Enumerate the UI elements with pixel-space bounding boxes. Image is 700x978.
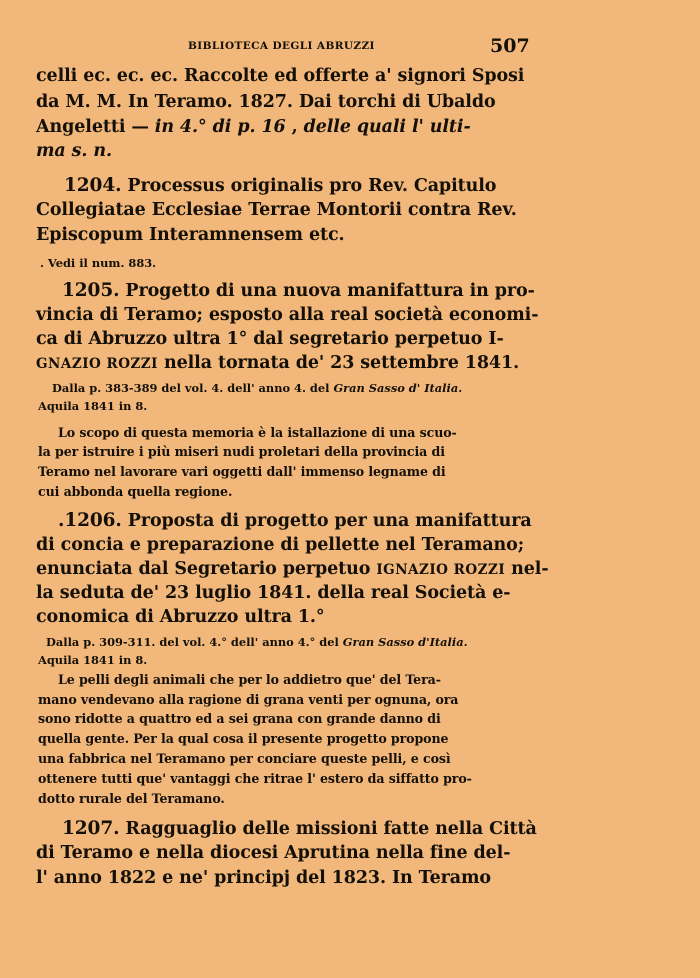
entry-1205-description-4: cui abbonda quella regione. [38, 484, 233, 499]
entry-1206-line-5: conomica di Abruzzo ultra 1.° [36, 607, 325, 627]
entry-1206-line-1 [58, 510, 532, 531]
continuation-line-3 [36, 117, 471, 137]
entry-1204-line-2: Collegiatae Ecclesiae Terrae Montorii contra Rev. [36, 200, 517, 220]
continuation-line-2: da M. M. In Teramo. 1827. Dai torchi di Ubaldo [36, 92, 496, 112]
entry-title-text: Processus originalis pro Rev. Capitulo [121, 176, 497, 196]
entry-1206-line-2: di concia e preparazione di pellette nel Teramano; [36, 535, 525, 555]
entry-title-text: Proposta di progetto per una manifattura [121, 511, 532, 531]
separator: , [285, 117, 304, 137]
author-name: GNAZIO ROZZI [36, 356, 158, 372]
entry-1206-description-7: dotto rurale del Teramano. [38, 791, 225, 806]
continuation-line-1: celli ec. ec. ec. Raccolte ed offerte a' signori Sposi [36, 66, 525, 86]
entry-1205-line-2: vincia di Teramo; esposto alla real società economi- [36, 305, 539, 325]
entry-number: 1205. [62, 280, 120, 301]
entry-1206-description-5: una fabbrica nel Teramano per conciare queste pelli, e così [38, 751, 451, 766]
entry-1205-line-3: ca di Abruzzo ultra 1° dal segretario perpetuo I- [36, 329, 504, 349]
entry-1205-description-1: Lo scopo di questa memoria è la istallazione di una scuo- [58, 425, 457, 440]
entry-1206-description-4: quella gente. Per la qual cosa il presente progetto propone [38, 731, 449, 746]
entry-number: 1207. [62, 818, 120, 839]
entry-title-text: Ragguaglio delle missioni fatte nella Città [119, 819, 537, 839]
journal-title: Gran Sasso d' Italia. [333, 381, 463, 395]
entry-title-text: nella tornata de' 23 settembre 1841. [157, 353, 520, 373]
entry-1206-source-1 [46, 635, 468, 649]
entry-1206-description-2: mano vendevano alla ragione di grana venti per ognuna, ora [38, 692, 459, 707]
journal-title: Gran Sasso d'Italia. [342, 635, 468, 649]
entry-1205-description-2: la per istruire i più miseri nudi proletari della provincia di [38, 444, 445, 459]
entry-number: 1204. [64, 175, 122, 196]
entry-title-text: Progetto di una nuova manifattura in pro- [119, 281, 535, 301]
author-name: IGNAZIO ROZZI [376, 562, 506, 578]
continuation-text: Angeletti — [36, 117, 155, 137]
entry-1206-line-4: la seduta de' 23 luglio 1841. della real Società e- [36, 583, 511, 603]
entry-1204-line-3: Episcopum Interamnensem etc. [36, 225, 345, 245]
entry-1205-source-2: Aquila 1841 in 8. [38, 399, 148, 413]
entry-1205-line-4 [36, 353, 519, 373]
entry-1206-description-3: sono ridotte a quattro ed a sei grana con grande danno di [38, 711, 441, 726]
entry-number: .1206. [58, 510, 122, 531]
entry-1205-description-3: Teramo nel lavorare vari oggetti dall' immenso legname di [38, 464, 446, 479]
continuation-line-4: ma s. n. [36, 141, 113, 161]
entry-1207-line-2: di Teramo e nella diocesi Aprutina nella fine del- [36, 843, 511, 863]
note-italic: delle quali l' ulti- [303, 117, 471, 137]
entry-1206-description-1: Le pelli degli animali che per lo addietro que' del Tera- [58, 672, 441, 687]
entry-1205-line-1 [62, 280, 535, 301]
entry-1206-source-2: Aquila 1841 in 8. [38, 653, 148, 667]
entry-title-text: enunciata dal Segretario perpetuo [36, 559, 377, 579]
entry-1205-source-1 [52, 381, 462, 395]
entry-title-text: nel- [505, 559, 549, 579]
format-italic: in 4.° di p. 16 [154, 117, 286, 137]
entry-1207-line-1 [62, 818, 537, 839]
source-text: Dalla p. 383-389 del vol. 4. dell' anno 4. del [52, 381, 334, 395]
entry-1207-line-3: l' anno 1822 e ne' principj del 1823. In Teramo [36, 868, 491, 888]
source-text: Dalla p. 309-311. del vol. 4.° dell' anno 4.° del [46, 635, 343, 649]
entry-1204-note: . Vedi il num. 883. [40, 256, 157, 270]
entry-1206-description-6: ottenere tutti que' vantaggi che ritrae l' estero da siffatto pro- [38, 771, 472, 786]
page-number: 507 [490, 35, 530, 57]
entry-1204-line-1 [64, 175, 496, 196]
entry-1206-line-3 [36, 559, 549, 579]
running-title: BIBLIOTECA DEGLI ABRUZZI [188, 40, 375, 52]
page-header [0, 35, 700, 59]
